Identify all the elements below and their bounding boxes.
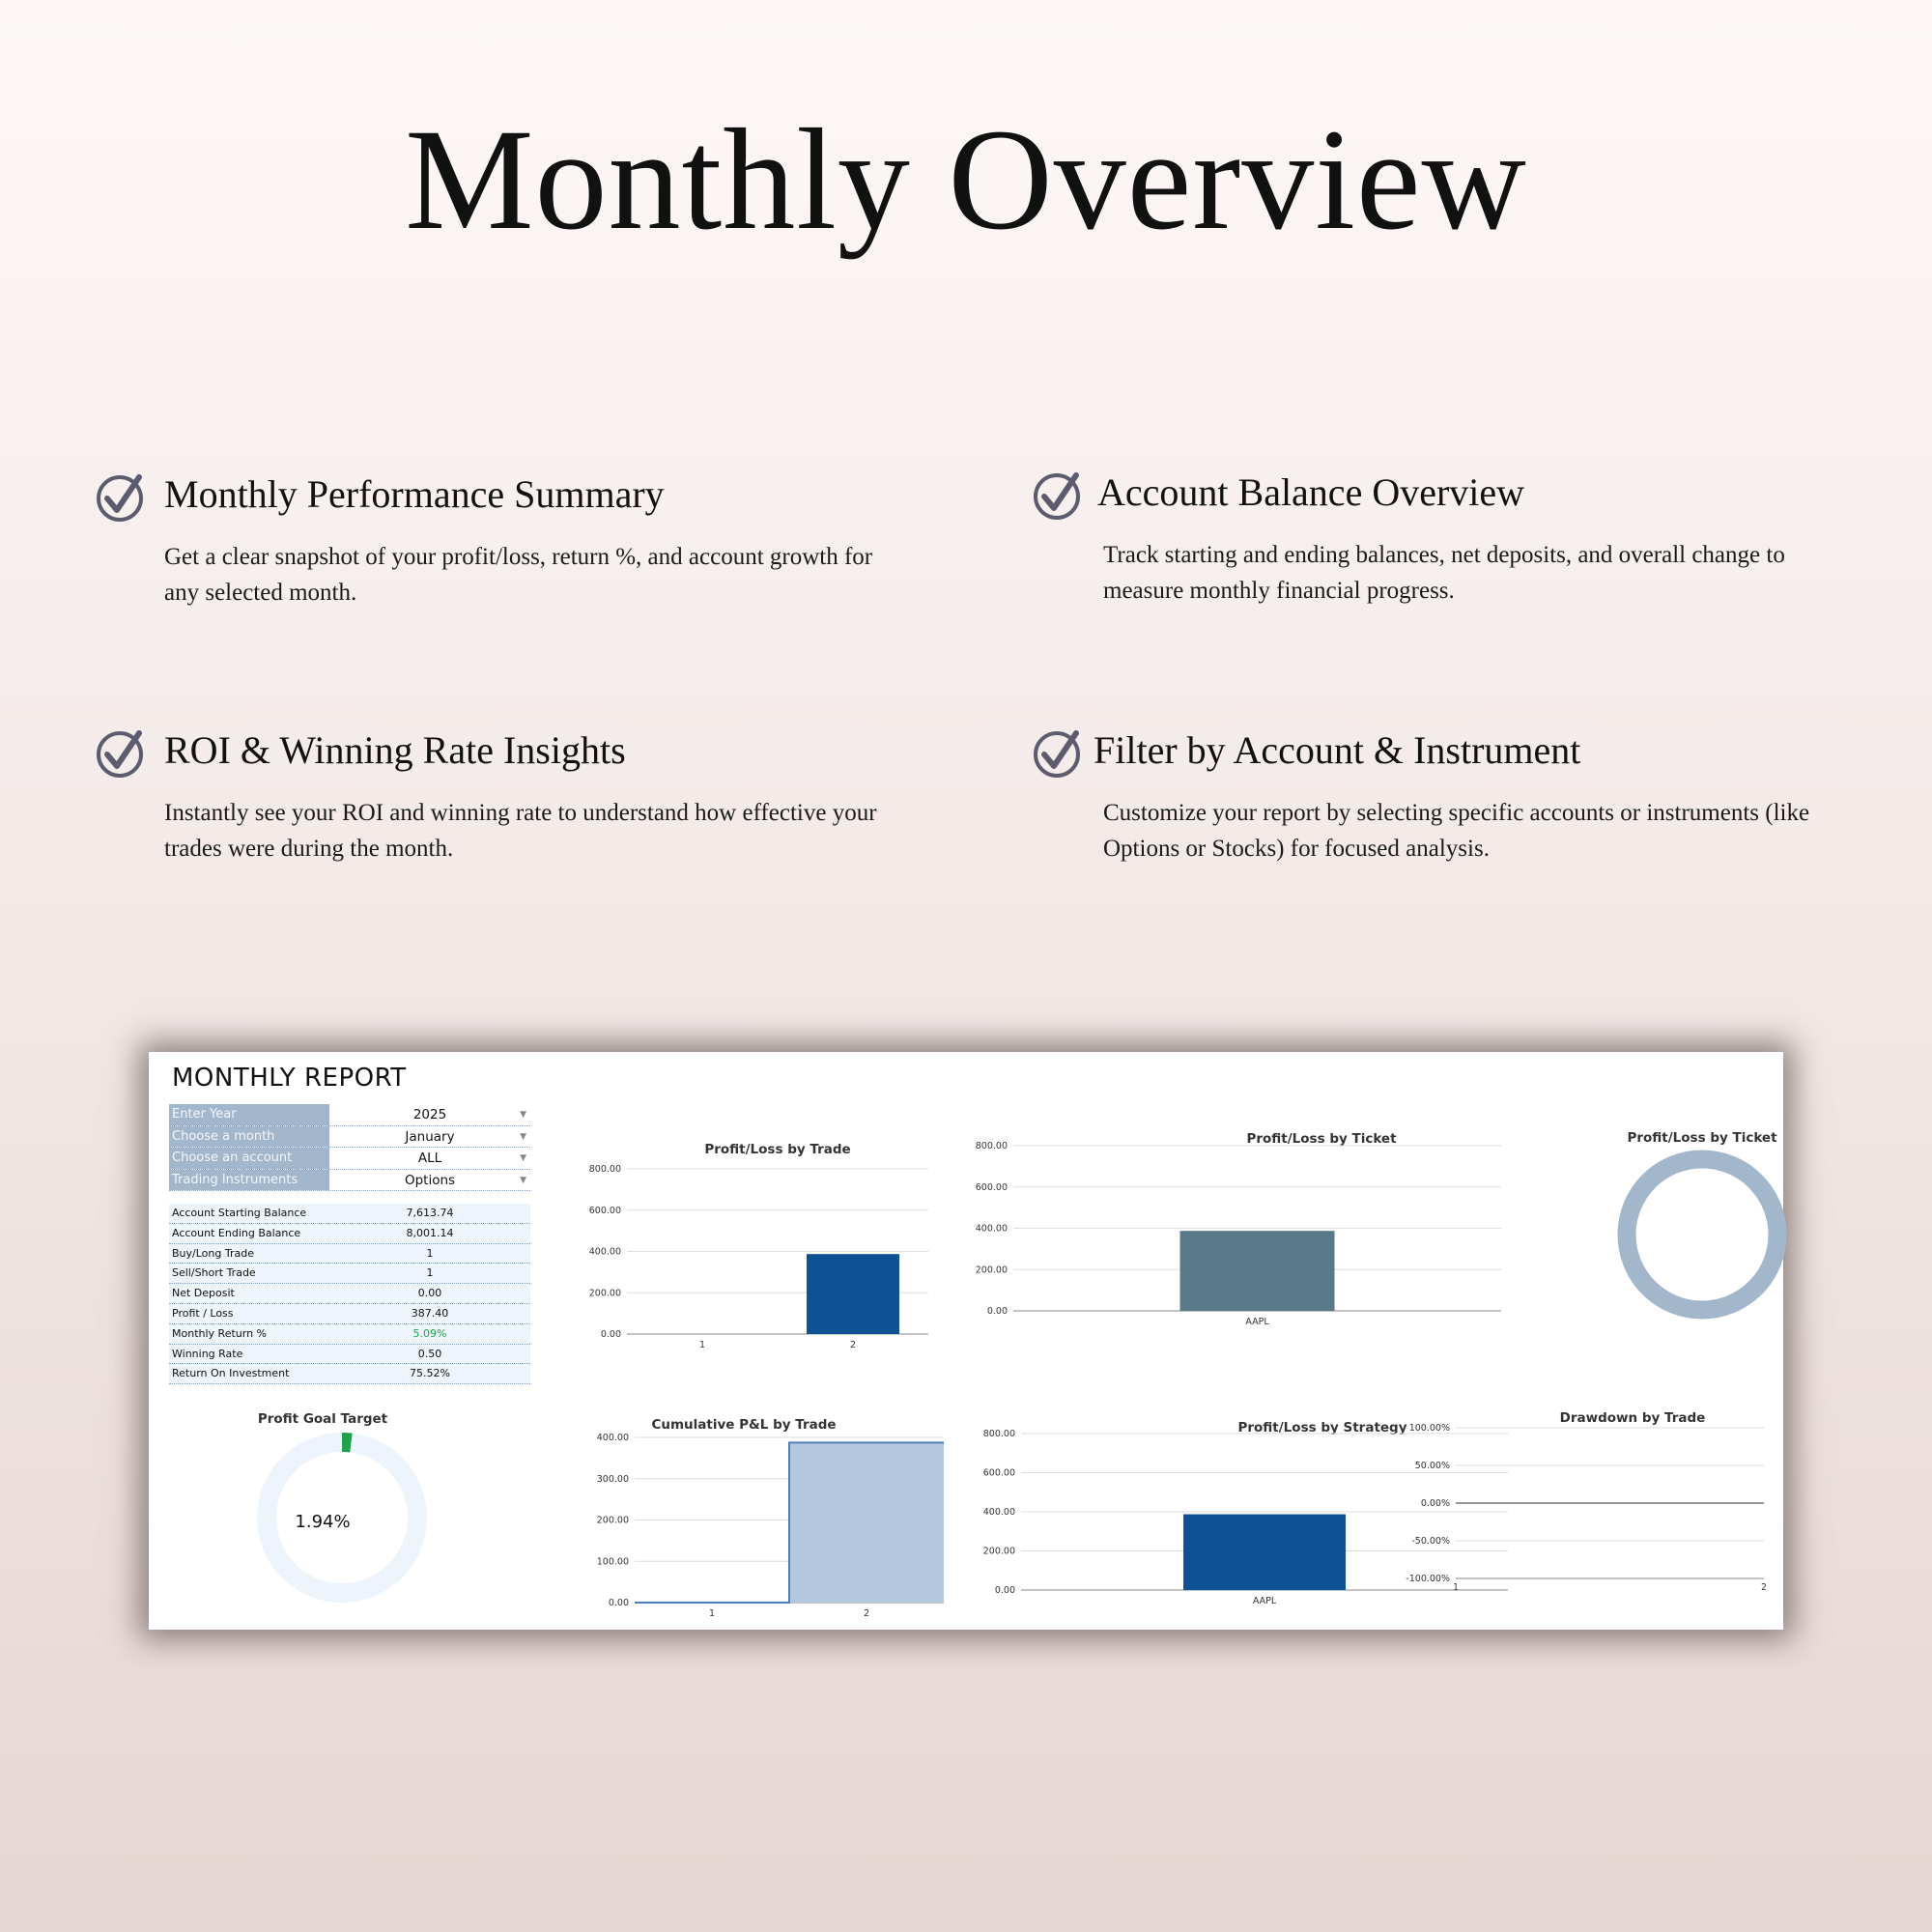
x-tick-label: AAPL [1245, 1317, 1269, 1327]
gauge-value: 1.94% [295, 1512, 351, 1532]
report-title: MONTHLY REPORT [172, 1064, 407, 1093]
metric-value: 0.50 [417, 1347, 442, 1360]
table-row [169, 1244, 530, 1264]
check-circle-icon [95, 469, 149, 524]
donut-slice [1627, 1159, 1777, 1310]
y-tick-label: 0.00 [600, 1329, 621, 1340]
table-row [169, 1364, 530, 1384]
metric-label: Profit / Loss [172, 1306, 234, 1320]
x-tick-label: 1 [708, 1608, 716, 1619]
report-controls [169, 1104, 530, 1191]
metrics-table [169, 1204, 530, 1384]
chart-title: Profit/Loss by Trade [704, 1142, 851, 1157]
control-value: 2025 [412, 1107, 447, 1122]
x-tick-label: 2 [1760, 1582, 1768, 1593]
bar [807, 1254, 899, 1334]
y-tick-label: 0.00 [994, 1585, 1015, 1596]
metric-value: 5.09% [412, 1326, 447, 1340]
check-circle-icon [95, 725, 149, 780]
y-tick-label: 400.00 [596, 1433, 629, 1443]
bar [1180, 1231, 1335, 1311]
chart-pl-by-ticket-donut [1453, 1122, 1777, 1324]
table-row [169, 1204, 530, 1224]
x-tick-label: 1 [698, 1340, 706, 1350]
chart-pl-by-ticket-bar [965, 1122, 1511, 1336]
y-tick-label: 800.00 [588, 1164, 621, 1175]
feature-title: Monthly Performance Summary [164, 472, 665, 516]
y-tick-label: 200.00 [588, 1288, 621, 1299]
x-tick-label: 2 [863, 1608, 870, 1619]
chart-drawdown [1395, 1400, 1772, 1607]
control-label: Enter Year [169, 1104, 329, 1125]
metric-label: Buy/Long Trade [172, 1246, 254, 1260]
table-row [169, 1324, 530, 1345]
chart-pl-by-trade [550, 1129, 946, 1350]
y-tick-label: 100.00 [596, 1556, 629, 1568]
y-tick-label: 400.00 [975, 1223, 1008, 1235]
check-circle-icon [1032, 468, 1086, 522]
y-tick-label: 0.00 [986, 1306, 1008, 1317]
table-row [169, 1345, 530, 1365]
chart-svg [550, 1409, 946, 1622]
control-label: Choose a month [169, 1126, 329, 1148]
page-title: Monthly Overview [405, 99, 1527, 260]
feature-text: Instantly see your ROI and winning rate to understand how effective your trades were during the month. [164, 800, 877, 862]
metric-value: 0.00 [417, 1287, 442, 1300]
metric-label: Winning Rate [172, 1347, 243, 1360]
chart-svg [965, 1122, 1511, 1336]
y-tick-label: 800.00 [982, 1429, 1015, 1439]
dropdown-caret-icon[interactable]: ▼ [520, 1131, 526, 1142]
control-label: Trading Instruments [169, 1170, 329, 1191]
y-tick-label: 600.00 [588, 1205, 621, 1216]
gauge-title: Profit Goal Target [257, 1411, 388, 1427]
metric-label: Sell/Short Trade [172, 1266, 256, 1280]
metric-label: Net Deposit [172, 1287, 235, 1300]
chart-svg [550, 1129, 946, 1350]
table-row [169, 1284, 530, 1304]
feature-text: Customize your report by selecting specific accounts or instruments (like Options or Stocks) for focused analysis. [1103, 800, 1810, 862]
chart-title: Cumulative P&L by Trade [651, 1417, 837, 1433]
area-fill [789, 1442, 944, 1603]
metric-value: 1 [426, 1266, 434, 1280]
y-tick-label: 400.00 [588, 1246, 621, 1258]
instrument-select[interactable] [169, 1170, 530, 1192]
chart-title: Profit/Loss by Strategy [1237, 1420, 1407, 1435]
chart-svg [1453, 1122, 1777, 1324]
metric-value: 1 [426, 1246, 434, 1260]
metric-value: 8,001.14 [406, 1226, 454, 1239]
bar [1183, 1515, 1346, 1590]
y-tick-label: 800.00 [975, 1141, 1008, 1151]
chart-cumulative-pl [550, 1409, 946, 1622]
table-row [169, 1304, 530, 1324]
dropdown-caret-icon[interactable]: ▼ [520, 1153, 526, 1163]
monthly-report-screenshot [149, 1052, 1783, 1630]
y-tick-label: 200.00 [975, 1264, 1008, 1276]
x-tick-label: 2 [849, 1340, 857, 1350]
y-tick-label: 100.00% [1408, 1423, 1450, 1434]
x-tick-label: 1 [1452, 1582, 1460, 1593]
metric-value: 7,613.74 [406, 1207, 454, 1219]
metric-value: 387.40 [411, 1306, 449, 1320]
feature-title: Account Balance Overview [1097, 470, 1525, 514]
metric-label: Monthly Return % [172, 1326, 267, 1340]
table-row [169, 1264, 530, 1284]
y-tick-label: 600.00 [975, 1181, 1008, 1193]
chart-svg [1395, 1400, 1772, 1607]
y-tick-label: 400.00 [982, 1507, 1015, 1518]
table-row [169, 1224, 530, 1244]
feature-title: Filter by Account & Instrument [1094, 728, 1581, 772]
month-select[interactable] [169, 1126, 530, 1149]
feature-text: Get a clear snapshot of your profit/loss, return %, and account growth for any selected month. [164, 544, 873, 606]
chart-title: Drawdown by Trade [1559, 1410, 1706, 1426]
feature-title: ROI & Winning Rate Insights [164, 728, 626, 772]
y-tick-label: -100.00% [1406, 1574, 1450, 1584]
y-tick-label: 0.00 [608, 1598, 629, 1608]
metric-label: Return On Investment [172, 1367, 290, 1380]
year-select[interactable] [169, 1104, 530, 1126]
account-select[interactable] [169, 1148, 530, 1170]
control-value: January [405, 1128, 455, 1145]
dropdown-caret-icon[interactable]: ▼ [520, 1175, 526, 1185]
metric-value: 75.52% [410, 1367, 450, 1380]
check-circle-icon [1032, 725, 1086, 780]
y-tick-label: 0.00% [1420, 1498, 1450, 1509]
chart-title: Profit/Loss by Ticket [1246, 1131, 1397, 1147]
y-tick-label: 50.00% [1414, 1461, 1450, 1471]
y-tick-label: 300.00 [596, 1473, 629, 1485]
y-tick-label: -50.00% [1411, 1536, 1450, 1547]
metric-label: Account Starting Balance [172, 1207, 307, 1219]
chart-title: Profit/Loss by Ticket [1627, 1130, 1777, 1146]
y-tick-label: 600.00 [982, 1467, 1015, 1479]
feature-text: Track starting and ending balances, net deposits, and overall change to measure monthly financial progress. [1103, 542, 1785, 604]
y-tick-label: 200.00 [982, 1546, 1015, 1557]
control-label: Choose an account [169, 1148, 329, 1169]
x-tick-label: AAPL [1252, 1596, 1277, 1606]
dropdown-caret-icon[interactable]: ▼ [520, 1110, 526, 1120]
y-tick-label: 200.00 [596, 1515, 629, 1526]
control-value: Options [404, 1172, 456, 1188]
control-value: ALL [417, 1151, 442, 1166]
metric-label: Account Ending Balance [172, 1226, 301, 1239]
